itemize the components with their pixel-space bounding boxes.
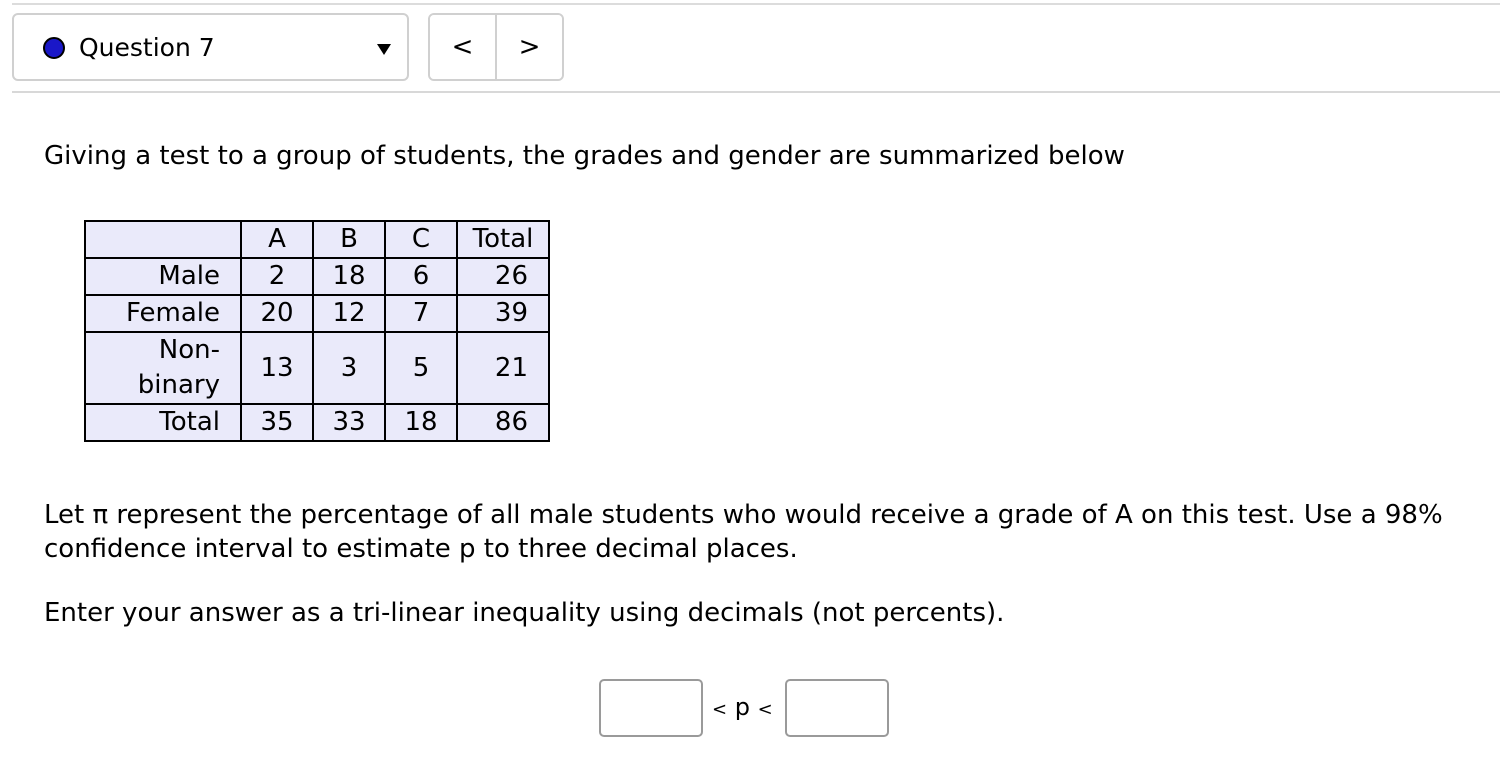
table-row: [85, 295, 549, 332]
triangle-down-icon[interactable]: [377, 44, 391, 55]
table-cell: 35: [241, 404, 313, 441]
table-cell: 7: [385, 295, 457, 332]
table-cell: 26: [457, 258, 549, 295]
table-header-cell: [85, 221, 241, 258]
table-cell: 18: [385, 404, 457, 441]
table-cell: 3: [313, 332, 385, 404]
top-divider: [12, 3, 1500, 5]
less-than-symbol: <: [757, 699, 773, 720]
less-than-symbol: <: [712, 699, 728, 720]
table-header-cell: Total: [457, 221, 549, 258]
table-header-cell: C: [385, 221, 457, 258]
table-cell: 39: [457, 295, 549, 332]
grades-table: [84, 220, 550, 442]
previous-question-button[interactable]: <: [430, 15, 495, 79]
table-row: [85, 332, 549, 404]
table-row: [85, 258, 549, 295]
row-label: Total: [85, 404, 241, 441]
question-selector[interactable]: [12, 13, 409, 81]
lower-bound-input[interactable]: [599, 679, 703, 737]
table-cell: 2: [241, 258, 313, 295]
table-row: [85, 404, 549, 441]
table-cell: 13: [241, 332, 313, 404]
status-dot-icon: [43, 37, 65, 59]
row-label: Male: [85, 258, 241, 295]
next-question-button[interactable]: >: [495, 15, 562, 79]
table-cell: 12: [313, 295, 385, 332]
table-header-row: [85, 221, 549, 258]
table-cell: 5: [385, 332, 457, 404]
variable-p: p: [734, 693, 750, 721]
inequality-text: [712, 692, 773, 725]
table-cell: 86: [457, 404, 549, 441]
row-label: Non-binary: [85, 332, 241, 404]
upper-bound-input[interactable]: [785, 679, 889, 737]
table-cell: 33: [313, 404, 385, 441]
problem-text: Let π represent the percentage of all male students who would receive a grade of A on this test. Use a 98% confidence interval to estimate p to three decimal places.: [44, 500, 1443, 564]
row-label: Female: [85, 295, 241, 332]
header-divider: [12, 91, 1500, 93]
intro-text: Giving a test to a group of students, the grades and gender are summarized below: [44, 141, 1125, 171]
instructions-text: Enter your answer as a tri-linear inequality using decimals (not percents).: [44, 598, 1005, 628]
table-cell: 6: [385, 258, 457, 295]
table-header-cell: B: [313, 221, 385, 258]
table-header-cell: A: [241, 221, 313, 258]
question-navigation: [428, 13, 564, 81]
table-cell: 18: [313, 258, 385, 295]
table-cell: 21: [457, 332, 549, 404]
table-cell: 20: [241, 295, 313, 332]
question-label: Question 7: [79, 33, 215, 62]
